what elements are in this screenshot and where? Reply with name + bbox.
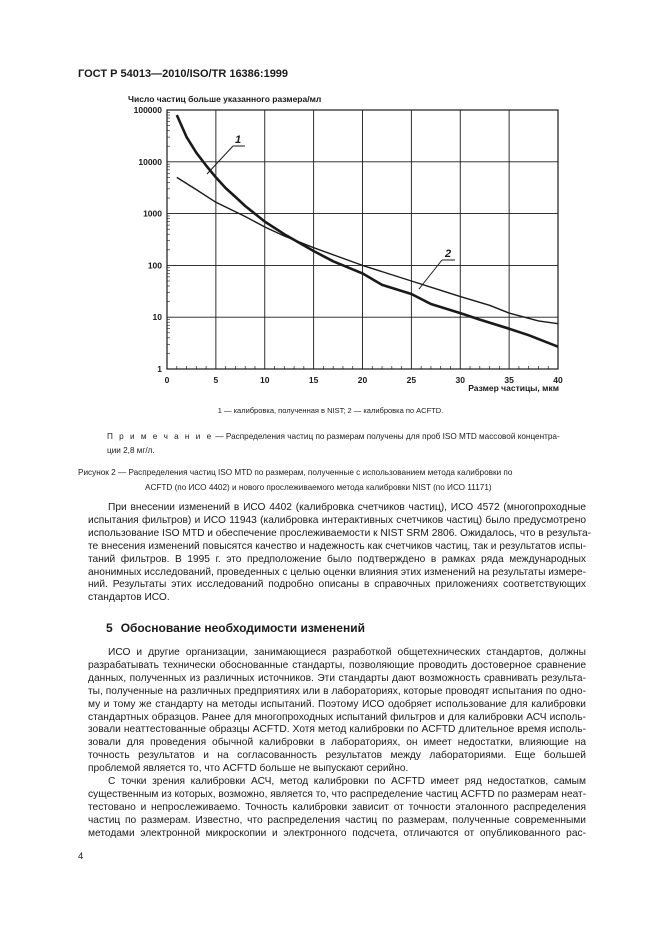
text-line: те внесения изменений повысятся качество и надежность как счетчиков частиц, так и результатов испы-: [88, 540, 586, 552]
note-block: [107, 430, 614, 458]
text-line: тестовано и непрослеживаемо. Точность калибровки зависит от точности эталонного распределения: [88, 801, 586, 813]
document-header: ГОСТ Р 54013—2010/ISO/TR 16386:1999: [78, 68, 289, 80]
curve-label-1: 1: [235, 134, 242, 146]
figure-caption-line2: ACFTD (по ИСО 4402) и нового прослеживаемого метода калибровки NIST (по ИСО 11171): [145, 483, 492, 492]
text-line: разрабатывать технически обоснованные стандарты, позволяющие проводить достоверное сравнение: [88, 659, 586, 671]
text-line: таний фильтров. В 1995 г. это предположение было подтверждено в рамках ряда международных: [88, 553, 586, 565]
text-line: зовали неаттестованные образцы ACFTD. Хотя метод калибровки по ACFTD длительное время исполь-: [88, 724, 586, 736]
text-line: использование ISO MTD и обеспечение прослеживаемости к NIST SRM 2806. Ожидалось, что в результа-: [88, 527, 592, 539]
note-lead: П р и м е ч а н и е: [107, 432, 214, 441]
series-line-2: [177, 177, 558, 323]
text-line: му и тому же стандарту на методы испытаний. Поэтому ИСО одобряет использование для калибровки: [88, 698, 586, 710]
y-tick-label: 10: [152, 312, 162, 323]
chart-x-axis-title: Размер частицы, мкм: [468, 383, 559, 393]
x-tick-label: 20: [357, 375, 368, 385]
y-tick-label: 100: [147, 260, 162, 271]
paragraph-1: [88, 502, 592, 605]
section-title: Обоснование необходимости изменений: [120, 621, 365, 635]
x-tick-label: 5: [213, 375, 219, 385]
note-line1: — Распределения частиц по размерам получены для проб ISO MTD массовой концентра-: [213, 432, 560, 441]
text-line: С точки зрения калибровки АСЧ, метод калибровки по ACFTD имеет ряд недостатков, самым: [108, 776, 586, 787]
curve-2-leader: [419, 260, 442, 289]
page-number: 4: [78, 851, 84, 862]
section-heading: [106, 621, 365, 635]
text-line: При внесении изменений в ИСО 4402 (калибровка счетчиков частиц), ИСО 4572 (многопроходные: [108, 502, 586, 513]
x-tick-label: 0: [164, 375, 170, 385]
text-line: данных, полученных из различных источников. Эти стандарты дают возможность сравнивать результа-: [88, 672, 586, 684]
text-line: частиц по размерам. Известно, что распределения частиц по размерам, полученные современными: [88, 814, 586, 826]
chart-grid: [167, 110, 558, 369]
y-tick-label: 100000: [133, 105, 162, 115]
text-line: проблемой является то, что ACFTD больше не выпускают серийно.: [88, 763, 409, 775]
text-line: точность результатов и на согласованность результатов между лабораториями. Еще большей: [88, 750, 586, 762]
text-line: ИСО и другие организации, занимающиеся разработкой общетехнических стандартов, должны: [108, 647, 586, 658]
text-line: ний. Результаты этих исследований подробно описаны в справочных приложениях соответствующих: [88, 579, 586, 591]
section-number: 5: [106, 621, 113, 635]
y-tick-label: 10000: [138, 156, 162, 167]
paragraph-2: [88, 647, 586, 776]
particle-distribution-chart: [0, 0, 661, 400]
x-tick-label: 40: [553, 375, 563, 385]
text-line: зовали для проведения обычной калибровки в лабораториях, он имеет недостатки, влияющие на: [88, 737, 586, 749]
chart-y-axis-title: Число частиц больше указанного размера/мл: [128, 94, 322, 104]
text-line: ты, полученные на различных предприятиях или в лабораториях, которые проводят испытания по одно-: [88, 685, 586, 697]
x-tick-label: 10: [260, 375, 270, 385]
x-tick-label: 35: [504, 375, 514, 385]
chart-y-ticks: [134, 105, 163, 374]
x-tick-label: 25: [406, 375, 417, 385]
text-line: существенным из которых, возможно, является то, что распределение частиц ACFTD по размерам неат-: [88, 788, 587, 800]
text-line: испытания фильтров) и ИСО 11943 (калибровка интерактивных счетчиков частиц) было предусмотрено: [88, 514, 586, 526]
y-tick-label: 1: [157, 364, 162, 374]
curve-1-leader: [207, 146, 233, 174]
chart-x-ticks: [165, 375, 563, 393]
figure-caption-line1: Рисунок 2 — Распределения частиц ISO MTD по размерам, полученные с использованием метода калибровки по: [78, 468, 513, 477]
x-tick-label: 30: [455, 375, 465, 385]
paragraph-3: [88, 776, 586, 841]
chart-series: [177, 115, 558, 347]
text-line: стандартов ИСО.: [88, 592, 170, 604]
y-tick-label: 1000: [143, 208, 162, 219]
x-tick-label: 15: [308, 375, 319, 385]
chart-legend: 1 — калибровка, полученная в NIST; 2 — калибровка по ACFTD.: [217, 406, 444, 415]
text-line: методами электронной микроскопии и электронного подсчета, отличаются от опубликованного рас-: [88, 827, 586, 839]
text-line: стандартных образцов. Ранее для многопроходных испытаний фильтров и для калибровки АСЧ исполь-: [88, 711, 586, 723]
text-line: анонимных исследований, проведенных с целью оценки влияния этих изменений на результаты измере-: [88, 566, 586, 578]
figure-caption: [78, 465, 615, 495]
curve-label-2: 2: [445, 248, 452, 260]
series-line-1: [177, 115, 558, 347]
note-line2: ции 2,8 мг/л.: [107, 446, 155, 455]
